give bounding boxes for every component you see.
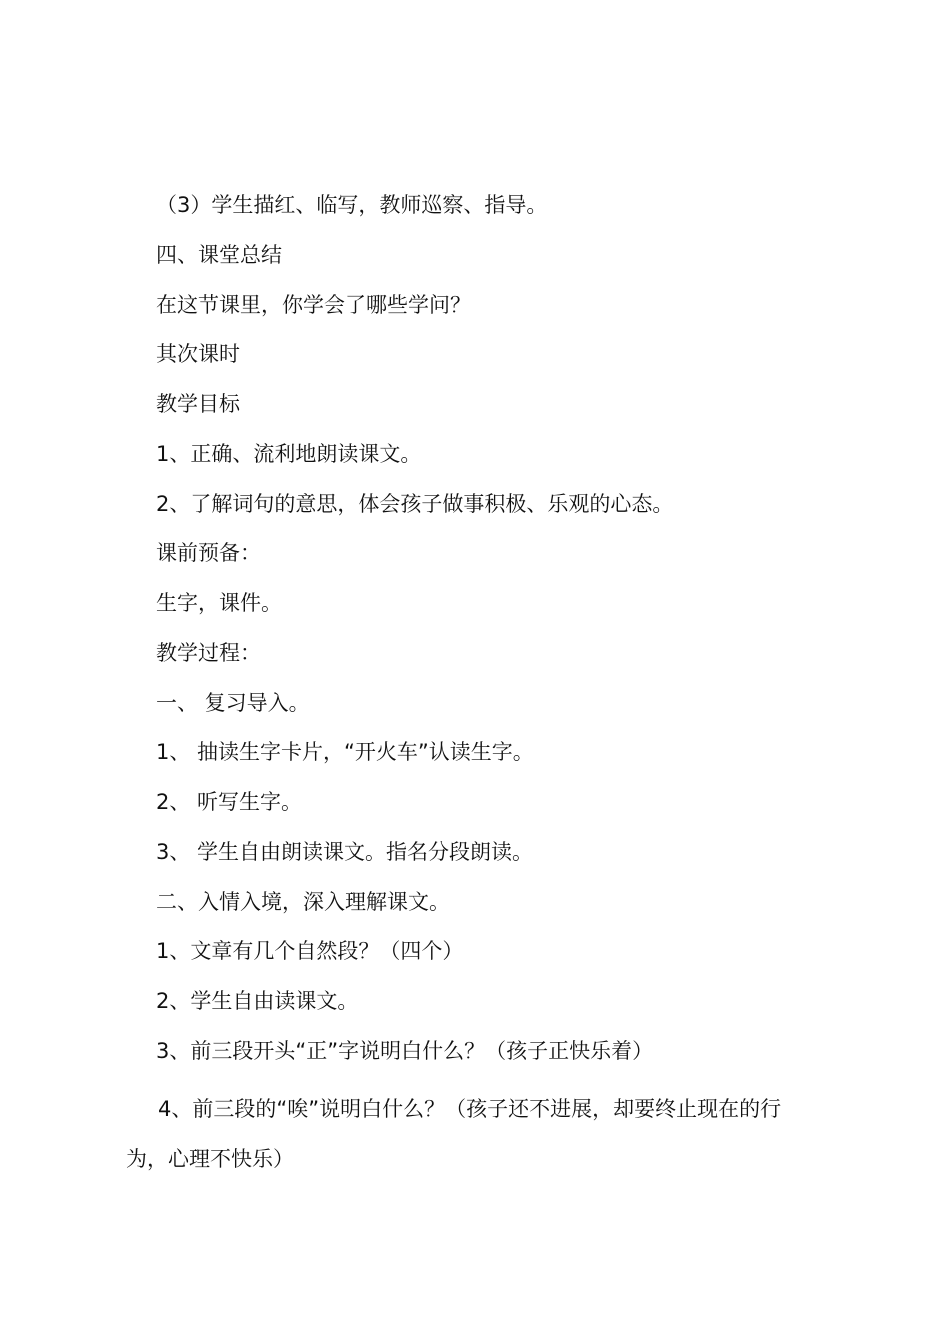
- goal-2: 2、了解词句的意思，体会孩子做事积极、乐观的心态。: [156, 492, 674, 516]
- review-step-2: 2、 听写生字。: [156, 790, 303, 814]
- question-3: 3、前三段开头“正”字说明白什么？（孩子正快乐着）: [156, 1039, 654, 1063]
- teaching-process-heading: 教学过程：: [156, 641, 261, 665]
- question-4-line-2: 为，心理不快乐）: [126, 1147, 294, 1171]
- goal-1: 1、正确、流利地朗读课文。: [156, 442, 422, 466]
- preparation-heading: 课前预备：: [156, 541, 261, 565]
- second-lesson-heading: 其次课时: [156, 342, 240, 366]
- section-4-summary-heading: 四、课堂总结: [156, 243, 282, 267]
- teaching-goals-heading: 教学目标: [156, 392, 240, 416]
- step-3-trace-write: （3）学生描红、临写，教师巡察、指导。: [156, 193, 548, 217]
- section-2-heading: 二、入情入境，深入理解课文。: [156, 890, 450, 914]
- summary-question: 在这节课里，你学会了哪些学问？: [156, 293, 471, 317]
- question-1: 1、文章有几个自然段？（四个）: [156, 939, 464, 963]
- question-4-paragraph: [126, 1084, 836, 1184]
- review-step-3: 3、 学生自由朗读课文。指名分段朗读。: [156, 840, 534, 864]
- section-1-review-heading: 一、 复习导入。: [156, 691, 310, 715]
- review-step-1: 1、 抽读生字卡片，“开火车”认读生字。: [156, 740, 534, 764]
- question-4-line-1: 4、前三段的“唉”说明白什么？（孩子还不进展，却要终止现在的行: [158, 1097, 782, 1121]
- question-2: 2、学生自由读课文。: [156, 989, 359, 1013]
- preparation-content: 生字，课件。: [156, 591, 282, 615]
